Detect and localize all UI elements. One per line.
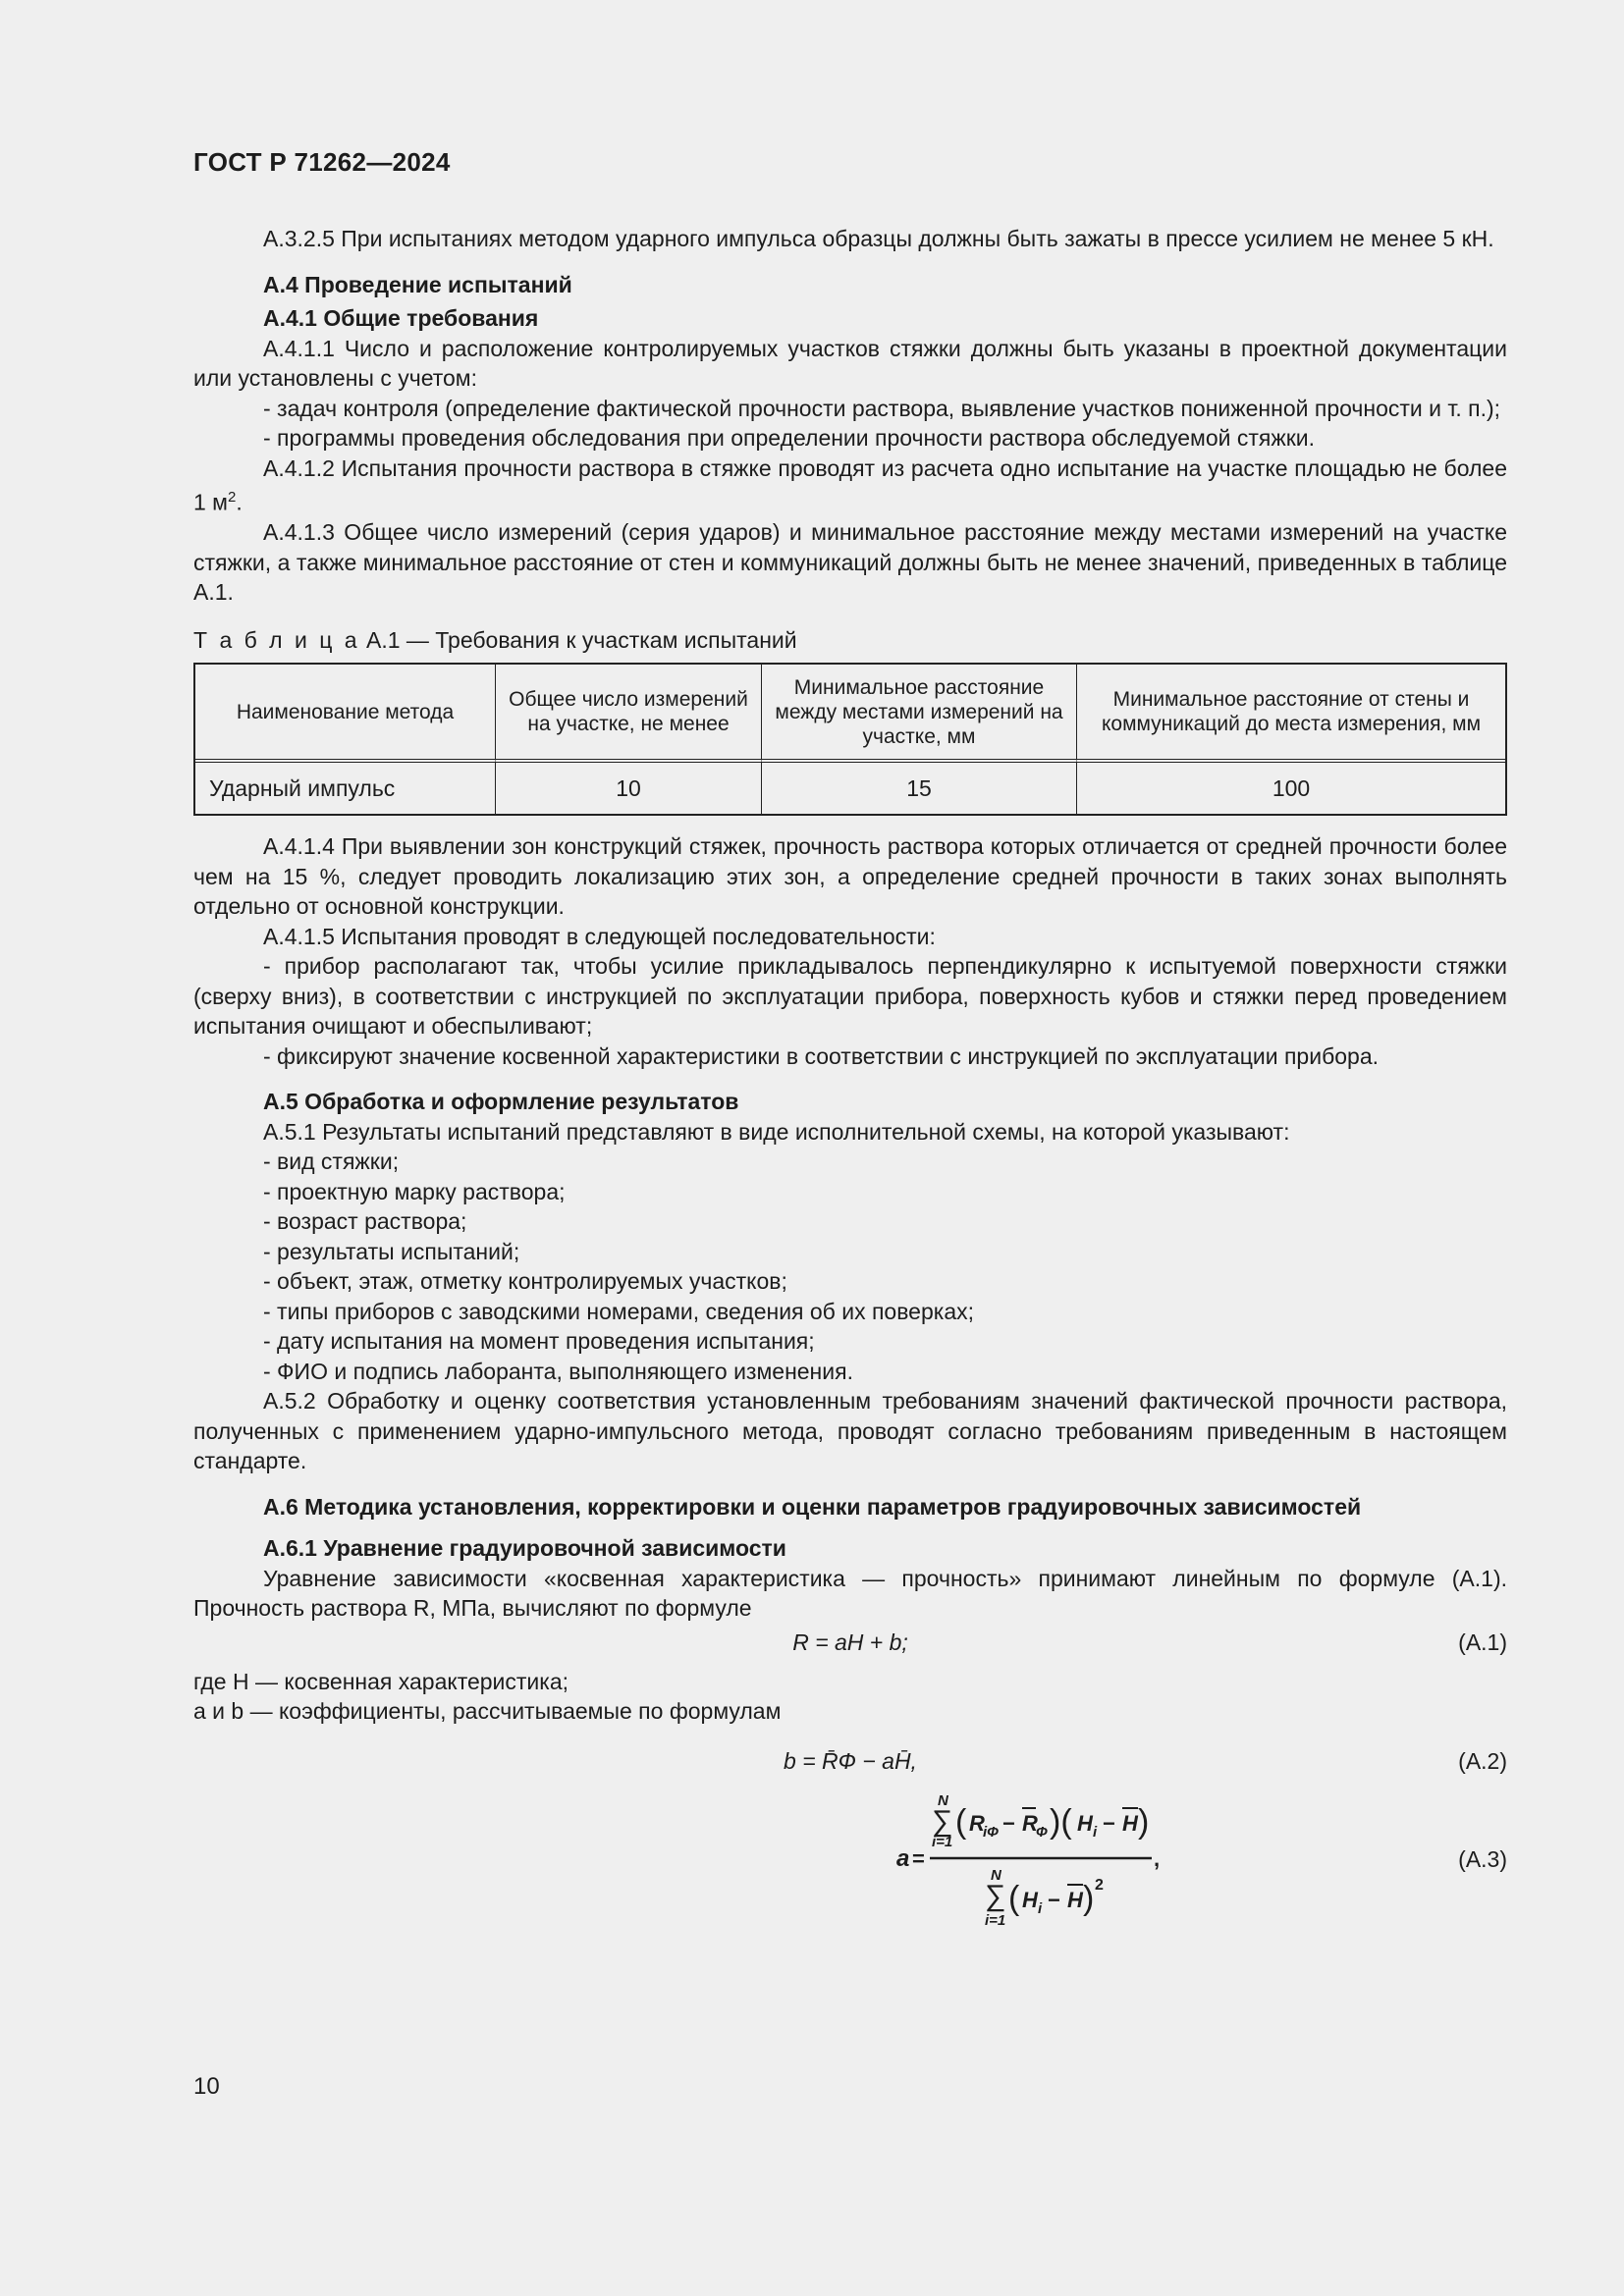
formula-number: (А.3) — [1458, 1845, 1507, 1872]
svg-text:i: i — [1038, 1899, 1043, 1917]
paragraph-a412: А.4.1.2 Испытания прочности раствора в стяжке проводят из расчета одно испытание на участке площадью не более 1 $м^2$. — [193, 454, 1507, 515]
page-number: 10 — [193, 2073, 220, 2100]
table-row — [195, 763, 1505, 814]
heading-a5: А.5 Обработка и оформление результатов — [263, 1089, 739, 1115]
formula-a2 — [193, 1746, 1507, 1780]
svg-text:∑: ∑ — [985, 1879, 1006, 1912]
requirements-table — [193, 663, 1507, 816]
svg-text:iФ: iФ — [983, 1823, 999, 1841]
table-caption: Т а б л и ц а А.1 — Требования к участкам испытаний — [193, 626, 797, 653]
svg-text:,: , — [1154, 1845, 1161, 1871]
list-item: - результаты испытаний; — [263, 1238, 520, 1264]
table-header-cell: Минимальное расстояние между местами измерений на участке, мм — [762, 665, 1077, 763]
svg-text:R: R — [969, 1810, 985, 1836]
svg-text:−: − — [1002, 1810, 1015, 1836]
heading-a4: А.4 Проведение испытаний — [263, 271, 572, 297]
svg-text:H: H — [1022, 1887, 1038, 1912]
svg-text:i=1: i=1 — [932, 1833, 953, 1850]
svg-text:(: ( — [955, 1802, 967, 1841]
list-item: - прибор располагают так, чтобы усилие прикладывалось перпендикулярно к испытуемой поверхности стяжки (сверху вниз), в соответствии с инструкцией по эксплуатации прибора, поверхность кубов и стяжки перед проведением испытания очищают и обеспыливают; — [193, 953, 1507, 1040]
heading-a41: А.4.1 Общие требования — [263, 305, 539, 331]
svg-text:2: 2 — [1095, 1876, 1104, 1894]
svg-text:=: = — [912, 1845, 925, 1871]
formula-a3-image — [881, 1788, 1215, 1935]
formula-expression: R = aH + b; — [792, 1629, 908, 1655]
svg-text:H: H — [1122, 1810, 1138, 1836]
table-cell: Ударный импульс — [195, 763, 496, 814]
definition-h: где H — косвенная характеристика; — [193, 1668, 569, 1694]
list-item: - дату испытания на момент проведения испытания; — [263, 1328, 815, 1355]
list-item: - ФИО и подпись лаборанта, выполняющего изменения. — [263, 1358, 853, 1384]
paragraph-a414: А.4.1.4 При выявлении зон конструкций стяжек, прочность раствора которых отличается от средней прочности более чем на 15 %, следует проводить локализацию этих зон, а определение средней прочности в таких зонах выполнять отдельно от основной конструкции. — [193, 833, 1507, 920]
paragraph-a415: А.4.1.5 Испытания проводят в следующей последовательности: — [263, 923, 936, 949]
document-header: ГОСТ Р 71262—2024 — [193, 147, 451, 177]
formula-number: (А.1) — [1458, 1629, 1507, 1655]
svg-text:H: H — [1077, 1810, 1093, 1836]
svg-text:H: H — [1067, 1887, 1083, 1912]
table-header-cell: Минимальное расстояние от стены и коммуникаций до места измерения, мм — [1077, 665, 1505, 763]
list-item: - фиксируют значение косвенной характеристики в соответствии с инструкцией по эксплуатации прибора. — [263, 1042, 1380, 1069]
svg-text:∑: ∑ — [932, 1804, 953, 1838]
definition-ab: a и b — коэффициенты, рассчитываемые по формулам — [193, 1698, 782, 1725]
paragraph-a413: А.4.1.3 Общее число измерений (серия ударов) и минимальное расстояние между местами измерений на участке стяжки, а также минимальное расстояние от стен и коммуникаций должны быть не менее значений, приведенных в таблице А.1. — [193, 519, 1507, 606]
table-cell: 15 — [762, 763, 1077, 814]
list-item: - проектную марку раствора; — [263, 1178, 566, 1204]
svg-text:R: R — [1022, 1810, 1038, 1836]
heading-a6: А.6 Методика установления, корректировки и оценки параметров градуировочных зависимостей — [263, 1493, 1362, 1520]
svg-text:(: ( — [1008, 1879, 1020, 1917]
paragraph-a411: А.4.1.1 Число и расположение контролируемых участков стяжки должны быть указаны в проектной документации или установлены с учетом: — [193, 335, 1507, 391]
svg-text:a: a — [896, 1844, 910, 1872]
heading-a61: А.6.1 Уравнение градуировочной зависимости — [263, 1535, 786, 1562]
svg-text:−: − — [1048, 1887, 1060, 1912]
results-list — [193, 1147, 1507, 1386]
svg-text:N: N — [991, 1866, 1001, 1884]
table-header-cell: Наименование метода — [195, 665, 496, 763]
list-item: - типы приборов с заводскими номерами, сведения об их поверках; — [263, 1298, 975, 1324]
list-item: - программы проведения обследования при определении прочности раствора обследуемой стяжки. — [263, 425, 1316, 451]
paragraph-a61: Уравнение зависимости «косвенная характеристика — прочность» принимают линейным по формуле (А.1). Прочность раствора R, МПа, вычисляют по формуле — [193, 1565, 1507, 1622]
paragraph-a52: А.5.2 Обработку и оценку соответствия установленным требованиям значений фактической прочности раствора, полученных с применением ударно-импульсного метода, проводят согласно требованиям приведенным в настоящем стандарте. — [193, 1388, 1507, 1474]
paragraph-a325: А.3.2.5 При испытаниях методом ударного импульса образцы должны быть зажаты в прессе усилием не менее 5 кН. — [263, 226, 1494, 251]
svg-text:)(: )( — [1050, 1802, 1072, 1841]
formula-a3 — [193, 1788, 1507, 1935]
svg-text:): ) — [1083, 1879, 1095, 1917]
svg-text:−: − — [1103, 1810, 1115, 1836]
svg-text:Ф: Ф — [1036, 1823, 1048, 1841]
list-item: - объект, этаж, отметку контролируемых участков; — [263, 1268, 787, 1295]
list-item: - возраст раствора; — [263, 1208, 467, 1235]
table-cell: 10 — [496, 763, 762, 814]
table-cell: 100 — [1272, 774, 1311, 801]
paragraph-a51: А.5.1 Результаты испытаний представляют в виде исполнительной схемы, на которой указывают: — [263, 1118, 1290, 1145]
table-header-cell: Общее число измерений на участке, не менее — [496, 665, 762, 763]
list-item: - задач контроля (определение фактической прочности раствора, выявление участков пониженной прочности и т. п.); — [263, 395, 1501, 421]
formula-a1 — [193, 1628, 1507, 1661]
svg-text:i=1: i=1 — [985, 1911, 1006, 1929]
formula-expression: b = R̄Ф − aH̄, — [784, 1747, 917, 1774]
svg-text:i: i — [1093, 1823, 1098, 1841]
document-body — [193, 224, 1507, 1935]
list-item: - вид стяжки; — [263, 1148, 400, 1175]
svg-text:N: N — [938, 1791, 948, 1809]
svg-text:): ) — [1138, 1802, 1150, 1841]
formula-number: (А.2) — [1458, 1747, 1507, 1774]
